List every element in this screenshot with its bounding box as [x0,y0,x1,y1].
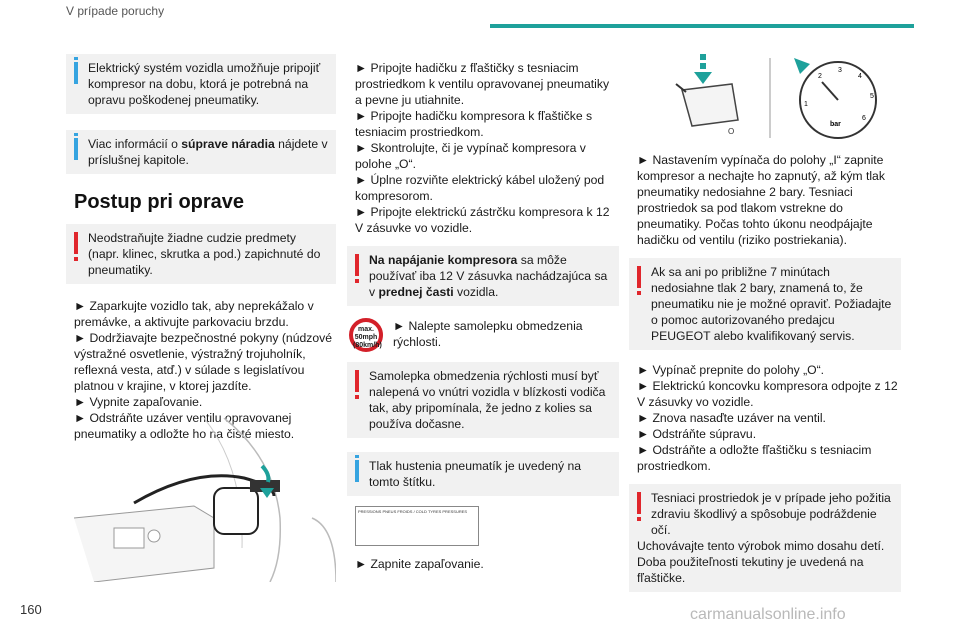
step: ► Pripojte elektrickú zástrčku kompresora k 12 V zásuvke vo vozidle. [355,205,610,235]
page-number: 160 [20,602,42,617]
header-accent-bar [490,24,914,28]
tyre-pressure-label: PRESSIONS PNEUS FROIDS / COLD TYRES PRESSURES [355,506,619,550]
warning-box-sticker: Samolepka obmedzenia rýchlosti musí byť nalepená vo vnútri vozidla v blízkosti vodiča tak, aby pripomínala, že jedno z kolies sa používa dočasne. [347,362,619,438]
warning-icon [355,254,359,276]
info-box-tyre-pressure: Tlak hustenia pneumatík je uvedený na tomto štítku. [347,452,619,496]
warning-icon [637,492,641,514]
step-list [637,362,901,474]
step: ► Vypínač prepnite do polohy „O“. [637,363,825,377]
step: ► Odstráňte súpravu. [637,427,757,441]
sticker-step: max. 50mph (80km/h) ► Nalepte samolepku obmedzenia rýchlosti. [355,318,619,356]
info-icon [355,460,359,482]
step: ► Nastavením vypínača do polohy „I“ zapnite kompresor a nechajte ho zapnutý, až kým tlak pneumatiky nedosiahne 2 bary. Tesniaci prostriedok sa pod tlakom vstrekne do pneumatiky. Počas tohto úkonu neodpájajte hadičku od ventilu (riziko postriekania). [637,153,885,247]
warning-box-sealant: Tesniaci prostriedok je v prípade jeho požitia zdraviu škodlivý a spôsobuje podráždenie očí. Uchovávajte tento výrobok mimo dosahu detí. Doba použiteľnosti tekutiny je uvedená na fľaštičke. [629,484,901,592]
step: ► Odstráňte uzáver ventilu opravovanej pneumatiky a odložte ho na čisté miesto. [74,411,295,441]
step: ► Pripojte hadičku z fľaštičky s tesniacim prostriedkom k ventilu opravovanej pneumatiky a pevne ju utiahnite. [355,61,610,107]
svg-text:2: 2 [818,73,822,80]
warning-box-pressure-timeout: Ak sa ani po približne 7 minútach nedosiahne tlak 2 bary, znamená to, že pneumatiku nie je možné opraviť. Požiadajte o pomoc autorizovaného predajcu PEUGEOT alebo kvalifikovaný servis. [629,258,901,350]
step: ► Zapnite zapaľovanie. [355,557,484,571]
svg-text:1: 1 [804,101,808,108]
watermark: carmanualsonline.info [690,606,846,623]
step: ► Elektrickú koncovku kompresora odpojte z 12 V zásuvky vo vozidle. [637,379,898,409]
svg-text:O: O [728,127,735,136]
compressor-tyre-illustration [74,418,336,582]
column-1 [74,54,336,442]
step: ► Odstráňte a odložte fľaštičku s tesniacim prostriedkom. [637,443,872,473]
svg-text:5: 5 [870,93,874,100]
step: ► Vypnite zapaľovanie. [74,395,203,409]
step-list [355,60,619,236]
warning-icon [637,266,641,288]
step: ► Dodržiavajte bezpečnostné pokyny (núdzové výstražné osvetlenie, výstražný trojuholník, reflexná vesta, atď.) v súlade s legislatívou platnou v krajine, v ktorej jazdíte. [74,331,332,393]
warning-icon [355,370,359,392]
svg-text:bar: bar [830,121,841,128]
column-2 [355,60,619,572]
switch-gauge-illustration [672,54,892,142]
speed-limit-sticker-icon: max. 50mph (80km/h) [349,318,383,352]
svg-text:3: 3 [838,67,842,74]
step: ► Úplne rozviňte elektrický kábel uložený pod kompresorom. [355,173,605,203]
step: ► Pripojte hadičku kompresora k fľaštičke s tesniacim prostriedkom. [355,109,593,139]
section-title: V prípade poruchy [66,4,165,18]
info-box-electrical: Elektrický systém vozidla umožňuje pripojiť kompresor na dobu, ktorá je potrebná na opravu poškodenej pneumatiky. [66,54,336,114]
info-icon [74,138,78,160]
info-icon [74,62,78,84]
step: ► Skontrolujte, či je vypínač kompresora v polohe „O“. [355,141,586,171]
svg-text:4: 4 [858,73,862,80]
step: ► Zaparkujte vozidlo tak, aby neprekážalo v premávke, a aktivujte parkovaciu brzdu. [74,299,314,329]
warning-box-foreign-objects: Neodstraňujte žiadne cudzie predmety (napr. klinec, skrutka a pod.) zapichnuté do pneumatiky. [66,224,336,284]
svg-text:6: 6 [862,115,866,122]
info-box-toolkit: Viac informácií o súprave náradia nájdete v príslušnej kapitole. [66,130,336,174]
section-heading: Postup pri oprave [74,191,245,213]
step: ► Znova nasaďte uzáver na ventil. [637,411,826,425]
column-3 [637,152,901,592]
warning-box-power-socket: Na napájanie kompresora sa môže používať iba 12 V zásuvka nachádzajúca sa v prednej časti vozidla. [347,246,619,306]
warning-icon [74,232,78,254]
